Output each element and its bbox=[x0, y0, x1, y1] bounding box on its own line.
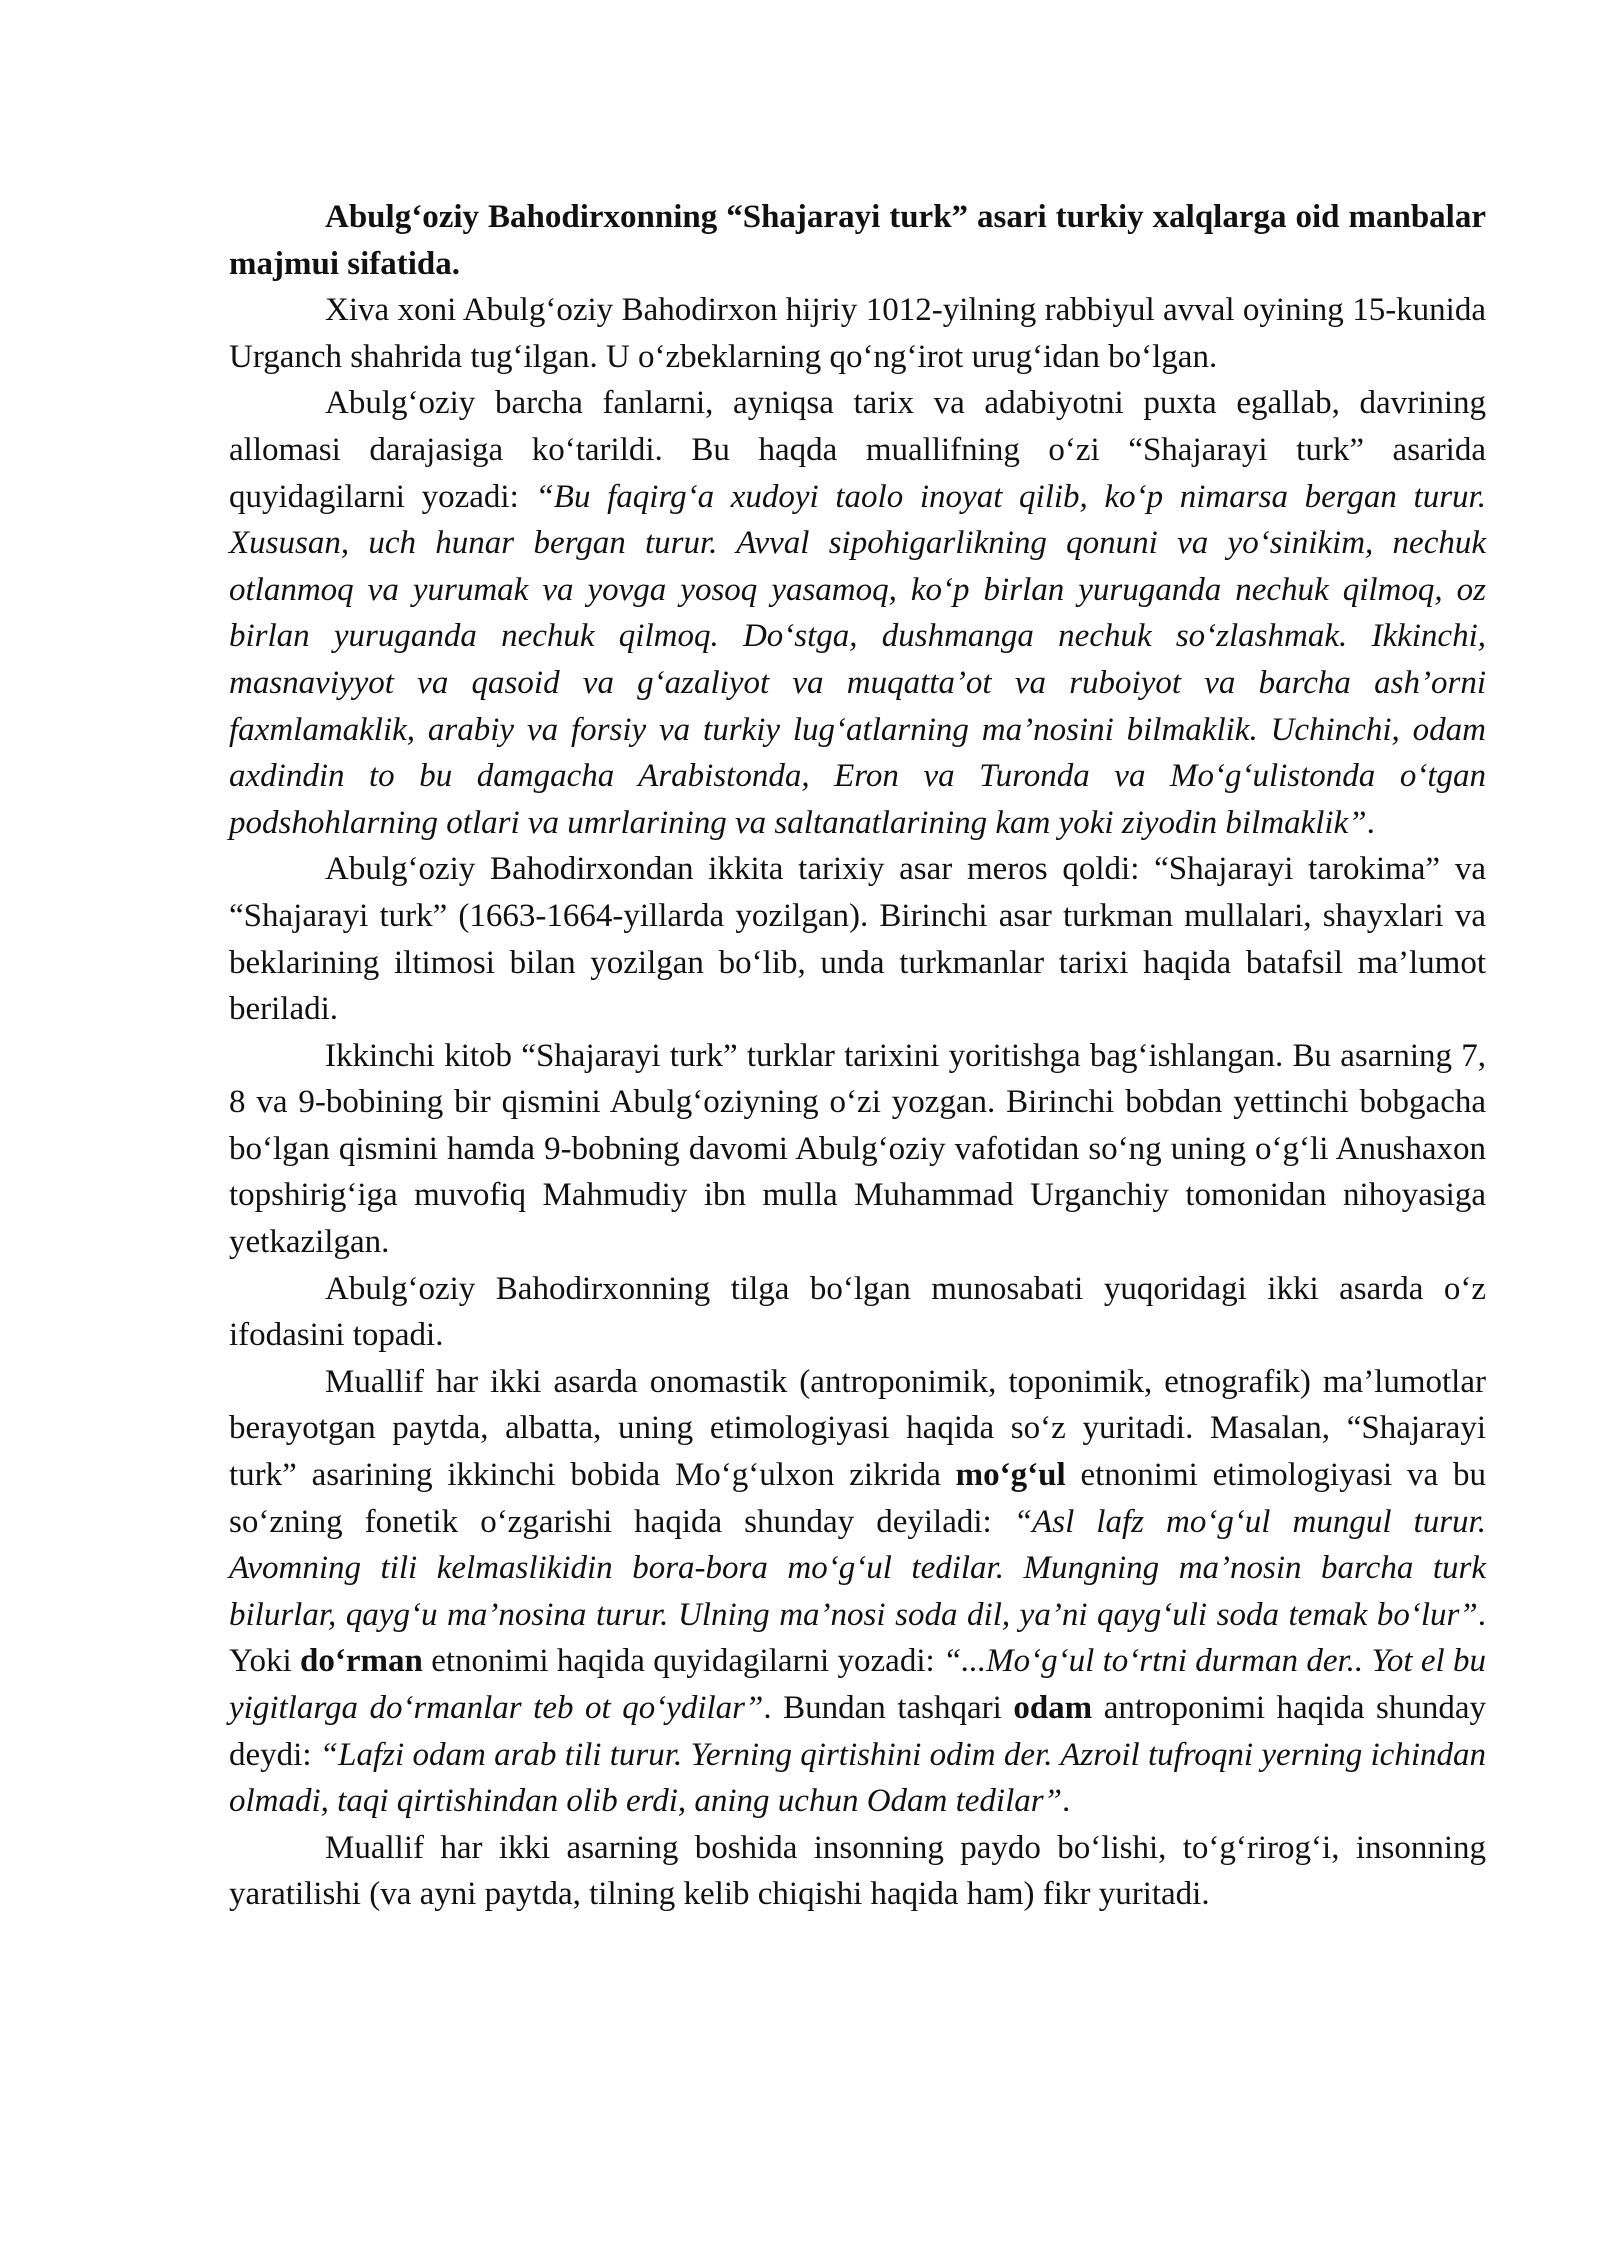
paragraph-3: Abulg‘oziy Bahodirxondan ikkita tarixiy asar meros qoldi: “Shajarayi tarokima” va “Shajarayi turk” (1663-1664-yillarda yozilgan). Birinchi asar turkman mullalari, shayxlari va beklarining iltimosi bilan yozilgan bo‘lib, unda turkmanlar tarixi haqida batafsil ma’lumot beriladi. bbox=[229, 851, 1486, 1028]
paragraph-4: Ikkinchi kitob “Shajarayi turk” turklar tarixini yoritishga bag‘ishlangan. Bu asarning 7, 8 va 9-bobining bir qismini Abulg‘oziyning o‘zi yozgan. Birinchi bobdan yettinchi bobgacha bo‘lgan qismini hamda 9-bobning davomi Abulg‘oziy vafotidan so‘ng uning o‘g‘li Anushaxon topshirig‘iga muvofiq Mahmudiy ibn mulla Muhammad Urganchiy tomonidan nihoyasiga yetkazilgan. bbox=[229, 1037, 1486, 1261]
paragraph-5: Abulg‘oziy Bahodirxonning tilga bo‘lgan munosabati yuqoridagi ikki asarda o‘z ifodasini topadi. bbox=[229, 1270, 1486, 1354]
document-page bbox=[229, 194, 1486, 1918]
paragraph-6-text-7: . bbox=[1061, 1783, 1071, 1820]
paragraph-2-text-2: . bbox=[1366, 804, 1375, 841]
paragraph-6-quote-1: “Asl lafz mo‘g‘ul mungul turur. Avomning tili kelmaslikidin bora-bora mo‘g‘ul tedilar. Mungning ma’nosin barcha turk bilurlar, qayg‘u ma’nosina turur. Ulning ma’nosi soda dil, ya’ni qayg‘uli soda temak bo‘lur” bbox=[229, 1503, 1486, 1633]
paragraph-2-quote: “Bu faqirg‘a xudoyi taolo inoyat qilib, ko‘p nimarsa bergan turur. Xususan, uch hunar bergan turur. Avval sipohigarlikning qonuni va yo‘sinikim, nechuk otlanmoq va yurumak va yovga yosoq yasamoq, ko‘p birlan yuruganda nechuk qilmoq, oz birlan yuruganda nechuk qilmoq. Do‘stga, dushmanga nechuk so‘zlashmak. Ikkinchi, masnaviyyot va qasoid va g‘azaliyot va muqatta’ot va ruboiyot va barcha ash’orni faxmlamaklik, arabiy va forsiy va turkiy lug‘atlarning ma’nosini bilmaklik. Uchinchi, odam axdindin to bu damgacha Arabistonda, Eron va Turonda va Mo‘g‘ulistonda o‘tgan podshohlarning otlari va umrlarining va saltanatlarining kam yoki ziyodin bilmaklik” bbox=[229, 478, 1486, 841]
paragraph-2-text-1: Abulg‘oziy barcha fanlarni, ayniqsa tarix va adabiyotni puxta egallab, davrining allomasi darajasiga ko‘tarildi. Bu haqda muallifning o‘zi “Shajarayi turk” asarida quyidagilarni yozadi: bbox=[229, 385, 1486, 515]
paragraph-6-text-2: etnonimi etimologiyasi va bu so‘zning fonetik o‘zgarishi haqida shunday deyiladi: bbox=[229, 1457, 1486, 1540]
term-odam: odam bbox=[1013, 1690, 1093, 1726]
term-mogul: mo‘g‘ul bbox=[955, 1457, 1066, 1494]
term-dorman: do‘rman bbox=[300, 1643, 423, 1680]
paragraph-6-text-1: Muallif har ikki asarda onomastik (antroponimik, toponimik, etnografik) ma’lumotlar berayotgan paytda, albatta, uning etimologiyasi haqida so‘z yuritadi. Masalan, “Shajarayi turk” asarining ikkinchi bobida Mo‘g‘ulxon zikrida bbox=[229, 1363, 1486, 1494]
paragraph-6-text-6: antroponimi haqida shunday deydi: bbox=[229, 1690, 1487, 1773]
document-title: Abulg‘oziy Bahodirxonning “Shajarayi turk” asari turkiy xalqlarga oid manbalar majmui sifatida. bbox=[229, 199, 1486, 282]
paragraph-6-quote-2: “...Mo‘g‘ul to‘rtni durman der.. Yot el bu yigitlarga do‘rmanlar teb ot qo‘ydilar” bbox=[229, 1643, 1486, 1726]
paragraph-2 bbox=[229, 380, 1486, 846]
paragraph-6 bbox=[229, 1359, 1486, 1825]
paragraph-6-text-5: . Bundan tashqari bbox=[763, 1690, 1014, 1726]
paragraph-6-quote-3: “Lafzi odam arab tili turur. Yerning qirtishini odim der. Azroil tufroqni yerning ichindan olmadi, taqi qirtishindan olib erdi, aning uchun Odam tedilar” bbox=[229, 1736, 1486, 1820]
paragraph-7: Muallif har ikki asarning boshida insonning paydo bo‘lishi, to‘g‘rirog‘i, insonning yaratilishi (va ayni paytda, tilning kelib chiqishi haqida ham) fikr yuritadi. bbox=[229, 1829, 1486, 1913]
paragraph-6-text-3: . Yoki bbox=[229, 1596, 1486, 1680]
paragraph-1: Xiva xoni Abulg‘oziy Bahodirxon hijriy 1012-yilning rabbiyul avval oyining 15-kunida Urganch shahrida tug‘ilgan. U o‘zbeklarning qo‘ng‘irot urug‘idan bo‘lgan. bbox=[229, 292, 1486, 375]
paragraph-6-text-4: etnonimi haqida quyidagilarni yozadi: bbox=[422, 1643, 944, 1680]
